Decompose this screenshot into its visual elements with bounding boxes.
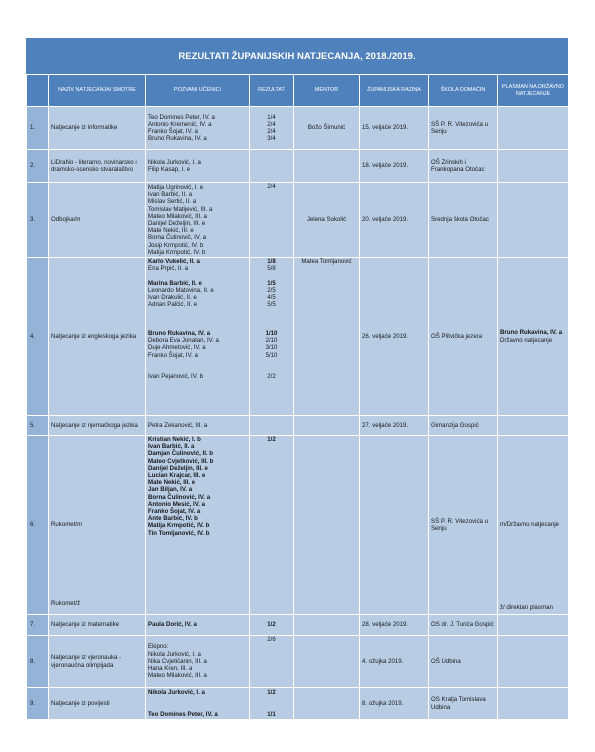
placement-cell bbox=[498, 150, 569, 183]
student-name: Nikola Jurković, I. a bbox=[148, 689, 205, 697]
row-number: 7. bbox=[27, 615, 49, 636]
result-value: 5/5 bbox=[267, 301, 276, 309]
date-cell bbox=[360, 436, 429, 615]
student-name: Adrian Palčić, II. e bbox=[148, 301, 198, 309]
placement-cell bbox=[498, 107, 569, 150]
mentor-cell bbox=[294, 636, 360, 688]
placement-cell bbox=[498, 183, 569, 258]
host-school-cell: OS dr. J. Turića Gospić bbox=[429, 615, 498, 636]
result-value: 1/5 bbox=[267, 279, 276, 287]
student-name: Mateo Cvjetković, III. b bbox=[148, 457, 214, 465]
result-cell bbox=[250, 107, 294, 150]
placement-cell bbox=[498, 416, 569, 436]
student-name: Petra Zekanović, III. a bbox=[148, 421, 208, 429]
row-number: 3. bbox=[27, 183, 49, 258]
student-name: Franko Šojat, IV. a bbox=[148, 128, 198, 135]
student-name: Ekipno: bbox=[148, 643, 169, 651]
result-cell bbox=[250, 183, 294, 258]
result-value: 1/2 bbox=[250, 615, 294, 636]
table-row bbox=[27, 416, 569, 436]
row-number: 2. bbox=[27, 150, 49, 183]
students-cell bbox=[146, 636, 250, 688]
header-number bbox=[27, 75, 49, 107]
student-name: Bruno Rukavina, IV. a bbox=[148, 135, 207, 143]
result-cell bbox=[250, 150, 294, 183]
page-title: REZULTATI ŽUPANIJSKIH NATJECANJA, 2018./2019. bbox=[26, 38, 568, 74]
student-name: Paula Dorić, IV. a bbox=[146, 615, 250, 636]
result-value: 2/6 bbox=[267, 636, 276, 643]
competition-name-z: Rukomet/ž bbox=[51, 599, 81, 607]
table-row bbox=[27, 688, 569, 720]
student-name: Duje Ahmetović, IV. a bbox=[148, 344, 206, 352]
competition-name: Natjecanje iz matematike bbox=[49, 615, 146, 636]
student-name: Borna Čulinović, IV. a bbox=[148, 493, 211, 501]
mentor-cell bbox=[294, 436, 360, 615]
student-name: Mate Nekić, III. e bbox=[148, 479, 196, 487]
result-value: 1/4 bbox=[267, 113, 276, 121]
student-name: Filip Kasap, I. e bbox=[148, 166, 190, 173]
student-name: Marina Barbić, II. e bbox=[148, 279, 202, 287]
student-name: Jan Biljan, IV. a bbox=[148, 486, 193, 494]
header-razina: ŽUPANIJSKA RAZINA bbox=[360, 75, 429, 107]
result-value: 5/8 bbox=[267, 265, 276, 273]
student-name: Tomislav Matijević, III. a bbox=[148, 205, 213, 213]
student-name: Mateo Milaković, III. a bbox=[148, 212, 207, 220]
result-cell bbox=[250, 688, 294, 720]
student-name: Matija Ugrinović, I. e bbox=[148, 183, 204, 191]
table-header-row bbox=[27, 75, 569, 107]
student-name: Mislav Sertić, II. a bbox=[148, 198, 197, 206]
students-cell bbox=[146, 416, 250, 436]
student-name: Ivan Barbić, II. a bbox=[148, 191, 193, 199]
result-value: 2/10 bbox=[265, 337, 278, 345]
results-table bbox=[26, 74, 569, 720]
date-cell: 15. veljače 2019. bbox=[360, 107, 429, 150]
student-name: Danijel Deželjin, III. e bbox=[148, 464, 208, 472]
result-value: 1/8 bbox=[267, 258, 276, 265]
header-naziv: NAZIV NATJECANJA/ SMOTRE bbox=[49, 75, 146, 107]
competition-name: Natjecanje iz povijesti bbox=[49, 688, 146, 720]
student-name: Josip Krmpotić, IV. b bbox=[148, 241, 204, 249]
table-row bbox=[27, 150, 569, 183]
competition-name: Natjecanje iz informatike bbox=[49, 107, 146, 150]
result-value: 1/1 bbox=[267, 710, 276, 718]
placement-student: Bruno Rukavina, IV. a bbox=[500, 329, 563, 337]
placement-cell bbox=[498, 688, 569, 720]
host-school-cell: OŠ Udbina bbox=[429, 636, 498, 688]
mentor-cell bbox=[294, 615, 360, 636]
students-cell bbox=[146, 150, 250, 183]
student-name: Teo Domines Peter, IV. a bbox=[148, 710, 218, 718]
result-value: 2/5 bbox=[267, 286, 276, 294]
mentor-cell bbox=[294, 150, 360, 183]
student-name: Tin Tomljanović, IV. b bbox=[148, 529, 210, 537]
row-number: 8. bbox=[27, 636, 49, 688]
student-name: Lucian Krajcar, III. e bbox=[148, 472, 206, 480]
competition-name-m: Rukomet/m bbox=[51, 521, 83, 529]
result-cell bbox=[250, 258, 294, 416]
student-name: Bruno Rukavina, IV. a bbox=[148, 329, 211, 337]
header-ucenici: POZVANI UČENICI bbox=[146, 75, 250, 107]
row-number: 5. bbox=[27, 416, 49, 436]
student-name: Ivan Barbić, II. a bbox=[148, 443, 195, 451]
student-name: Antonio Mesić, IV. a bbox=[148, 500, 206, 508]
result-value: 2/2 bbox=[267, 373, 276, 381]
students-cell bbox=[146, 183, 250, 258]
competition-name: Natjecanje iz engleskoga jezika bbox=[49, 258, 146, 416]
placement-cell bbox=[498, 258, 569, 416]
table-row bbox=[27, 436, 569, 615]
placement-text: Državno natjecanje bbox=[500, 336, 553, 344]
student-name: Ena Prpić, II. a bbox=[148, 265, 188, 273]
header-mentor: MENTOR bbox=[294, 75, 360, 107]
result-cell bbox=[250, 636, 294, 688]
date-cell: 18. veljače 2019. bbox=[360, 150, 429, 183]
student-name: Franko Šojat, IV. a bbox=[148, 351, 198, 359]
row-number: 9. bbox=[27, 688, 49, 720]
host-school-cell: OŠ Zrinskih i Frankopana Otočac bbox=[429, 150, 498, 183]
table-row bbox=[27, 615, 569, 636]
date-cell: 27. veljače 2019. bbox=[360, 416, 429, 436]
competition-name: Odbojka/m bbox=[49, 183, 146, 258]
header-rezultat: REZULTAT bbox=[250, 75, 294, 107]
competition-name bbox=[49, 436, 146, 615]
result-value: 1/2 bbox=[267, 689, 276, 697]
result-value: 1/2 bbox=[267, 436, 276, 443]
host-school-cell: OS Kralja Tomislava Udbina bbox=[429, 688, 498, 720]
host-school-cell: Srednja škola Otočac bbox=[429, 183, 498, 258]
student-name: Nika Cvjetićanin, III. a bbox=[148, 657, 207, 665]
student-name: Teo Domines Peter, IV. a bbox=[148, 113, 215, 121]
mentor-cell: Božo Šimunić bbox=[294, 107, 360, 150]
date-cell: 28. veljače 2019. bbox=[360, 615, 429, 636]
placement-text: m/Državno natjecanje bbox=[500, 521, 559, 529]
header-skola: ŠKOLA DOMAĆIN bbox=[429, 75, 498, 107]
results-sheet bbox=[26, 38, 568, 720]
placement-cell bbox=[498, 636, 569, 688]
table-row bbox=[27, 183, 569, 258]
result-value: 2/4 bbox=[267, 128, 276, 135]
row-number: 6. bbox=[27, 436, 49, 615]
mentor-cell: Jelena Sokolić bbox=[294, 183, 360, 258]
date-cell: 8. ožujka 2019. bbox=[360, 688, 429, 720]
host-school-cell: Gimanzija Gospić bbox=[429, 416, 498, 436]
student-name: Nikola Jurković, I. a bbox=[148, 158, 201, 166]
result-value: 1/10 bbox=[265, 329, 278, 337]
student-name: Hana Kren, III. a bbox=[148, 665, 193, 673]
date-cell: 20. veljače 2019. bbox=[360, 183, 429, 258]
student-name: Ante Barbić, IV. b bbox=[148, 515, 198, 523]
competition-name: Natjecanje iz njemačkoga jezika bbox=[49, 416, 146, 436]
student-name: Borna Čulinović, IV. a bbox=[148, 234, 207, 242]
students-cell bbox=[146, 258, 250, 416]
student-name: Matija Krmpotić, IV. b bbox=[148, 248, 206, 256]
host-school-cell: SŠ P. R. Vitezovića u Senju bbox=[429, 107, 498, 150]
date-cell: 26. veljače 2019. bbox=[360, 258, 429, 416]
student-name: Mateo Milaković, III. a bbox=[148, 672, 207, 680]
student-name: Ivan Drakulić, II. e bbox=[148, 294, 197, 301]
student-name: Antonio Kremenić, IV. a bbox=[148, 120, 212, 128]
host-school-cell: SŠ P. R. Vitezovića u Senju bbox=[429, 436, 498, 615]
result-value: 5/10 bbox=[265, 351, 278, 359]
placement-cell bbox=[498, 436, 569, 615]
placement-text-z: ž/ direktan plasman bbox=[500, 603, 553, 611]
table-row bbox=[27, 258, 569, 416]
student-name: Karlo Vukelić, II. a bbox=[148, 258, 200, 265]
student-name: Franko Šojat, IV. a bbox=[148, 508, 201, 516]
host-school-cell: OŠ Plitvička jezera bbox=[429, 258, 498, 416]
result-cell bbox=[250, 436, 294, 615]
result-value: 2/4 bbox=[267, 120, 276, 128]
date-cell: 4. ožujka 2019. bbox=[360, 636, 429, 688]
result-value: 2/4 bbox=[267, 183, 276, 190]
row-number: 1. bbox=[27, 107, 49, 150]
result-value: 4/5 bbox=[267, 294, 276, 301]
students-cell bbox=[146, 436, 250, 615]
student-name: Matija Krmpotić, IV. b bbox=[148, 522, 210, 530]
student-name: Nikola Jurković, I. a bbox=[148, 650, 201, 658]
students-cell bbox=[146, 107, 250, 150]
students-cell bbox=[146, 688, 250, 720]
result-value: 3/4 bbox=[267, 135, 276, 143]
row-number: 4. bbox=[27, 258, 49, 416]
student-name: Damjan Čulinović, II. b bbox=[148, 450, 214, 458]
student-name: Leonardo Matovina, II. e bbox=[148, 286, 214, 294]
placement-cell bbox=[498, 615, 569, 636]
mentor-cell bbox=[294, 688, 360, 720]
table-row bbox=[27, 107, 569, 150]
mentor-cell bbox=[294, 416, 360, 436]
result-value: 3/10 bbox=[265, 344, 278, 352]
student-name: Ivan Pejanović, IV. b bbox=[148, 373, 203, 381]
student-name: Danijel Deželjin, III. e bbox=[148, 220, 206, 227]
student-name: Kristian Nekić, I. b bbox=[148, 436, 201, 443]
student-name: Mate Nekić, III. e bbox=[148, 227, 194, 235]
header-plasman: PLASMAN NA DRŽAVNO NATJECANJE bbox=[498, 75, 569, 107]
competition-name: LiDraNo - literarno, novinarsko i dramsko-scensko stvaralaštvo bbox=[49, 150, 146, 183]
table-row bbox=[27, 636, 569, 688]
result-cell bbox=[250, 416, 294, 436]
competition-name: Natjecanje iz vjeronauka - vjeronaučna olimpijada bbox=[49, 636, 146, 688]
mentor-cell: Matea Tomljanović bbox=[294, 258, 360, 416]
student-name: Debora Eva Jonatan, IV. a bbox=[148, 337, 219, 345]
